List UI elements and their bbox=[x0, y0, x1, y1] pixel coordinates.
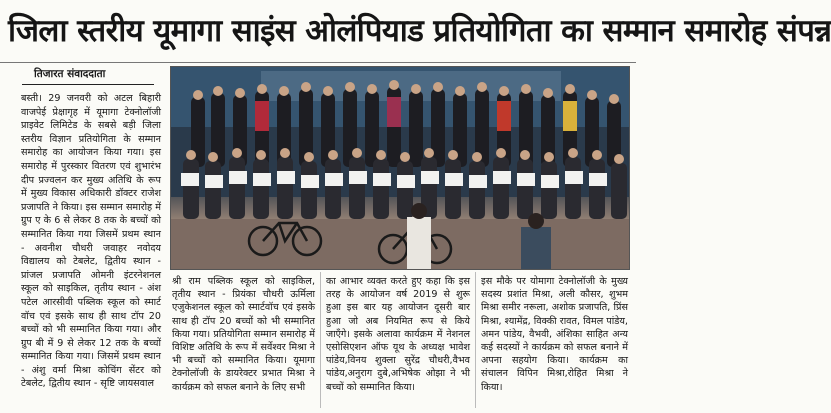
article-text-3: का आभार व्यक्त करते हुए कहा कि इस तरह के आयोजन वर्ष 2019 से शुरू हुआ इस बार यह आयोजन दूसरी बार हुआ जो अब नियमित रूप से किये जाएँगे। इसके अलावा कार्यक्रम में नेशनल एसोसिएशन ऑफ यूथ के अध्यक्ष भावेश पांडेय,विनय शुक्ला सुरेंद्र चौधरी,वैभव पांडेय,अनुराग दुबे,अभिषेक ओझा ने भी बच्चों को सम्मानित किया। bbox=[326, 276, 470, 393]
article-text-4: इस मौके पर योमागा टेक्नोलॉजी के मुख्य सदस्य प्रशांत मिश्रा, अली कौसर, शुभम मिश्रा समीर नरूला, अशोक प्रजापति, प्रिंस मिश्रा, श्यामेंद्र, विक्की रावत, विमल पांडेय, अमन पांडेय, वैभवी, अंशिका साहित अन्य कई सदस्यों ने कार्यक्रम को सफल बनाने में अपना सहयोग किया। कार्यक्रम का संचालन विपिन मिश्रा,रोहित मिश्रा ने किया। bbox=[481, 276, 628, 393]
article-column-3 bbox=[326, 275, 470, 409]
article-column-2 bbox=[172, 275, 315, 409]
column-divider bbox=[320, 272, 321, 408]
group-photo bbox=[170, 66, 630, 270]
article-text-2: श्री राम पब्लिक स्कूल को साइकिल, तृतीय स्थान - प्रियंका चौधरी ऊर्मिला एजुकेशनल स्कूल को स्मार्टवॉच एवं इसके साथ ही टॉप 20 बच्चों को भी सम्मानित किया गया। प्रतियोगिता सम्मान समारोह में विशिष्ट अतिथि के रूप में सर्वेश्वर मिश्रा ने भी बच्चों को सम्मानित किया। यूमागा टेक्नोलॉजी के डायरेक्टर प्रभात मिश्रा ने कार्यक्रम को सफल बनाने के लिए सभी bbox=[172, 276, 315, 393]
column-divider bbox=[475, 272, 476, 408]
article-text-left: बस्ती। 29 जनवरी को अटल बिहारी वाजपेई प्रेक्षागृह में यूमागा टेक्नोलॉजी प्राइवेट लिमिटेड के सबसे बड़ी जिला स्तरीय विज्ञान प्रतियोगिता के सम्मान समारोह का आयोजन किया गया। इस समारोह में पुरस्कार वितरण एवं शुभारंभ दीप प्रज्वलन कर मुख्य अतिथि के रूप में मुख्य विकास अधिकारी डॉक्टर राजेश प्रजापति ने किया। इस सम्मान समारोह में ग्रुप ए के 6 से लेकर 8 तक के बच्चों को सम्मानित किया गया जिसमें प्रथम स्थान - अवनीश चौधरी जवाहर नवोदय विद्यालय को टेबलेट, द्वितीय स्थान - प्रांजल प्रजापति ओमनी इंटरनेशनल स्कूल को साइकिल, तृतीय स्थान - अंश पटेल आरसीवी पब्लिक स्कूल को स्मार्ट वॉच एवं इसके साथ ही साथ टॉप 20 बच्चों को भी सम्मानित किया गया। और ग्रुप बी में 9 से लेकर 12 तक के बच्चों सम्मानित किया गया। जिसमें प्रथम स्थान - अंशु वर्मा मिश्रा कोचिंग सेंटर को टेबलेट, द्वितीय स्थान - सृष्टि जायसवाल bbox=[21, 93, 161, 390]
article-column-left bbox=[21, 92, 161, 410]
article-column-4 bbox=[481, 275, 628, 409]
byline-rule bbox=[22, 84, 154, 85]
byline: तिजारत संवाददाता bbox=[34, 68, 106, 80]
top-rule bbox=[0, 62, 636, 63]
headline: जिला स्तरीय यूमागा साइंस ओलंपियाड प्रतियोगिता का सम्मान समारोह संपन्न bbox=[8, 13, 831, 49]
